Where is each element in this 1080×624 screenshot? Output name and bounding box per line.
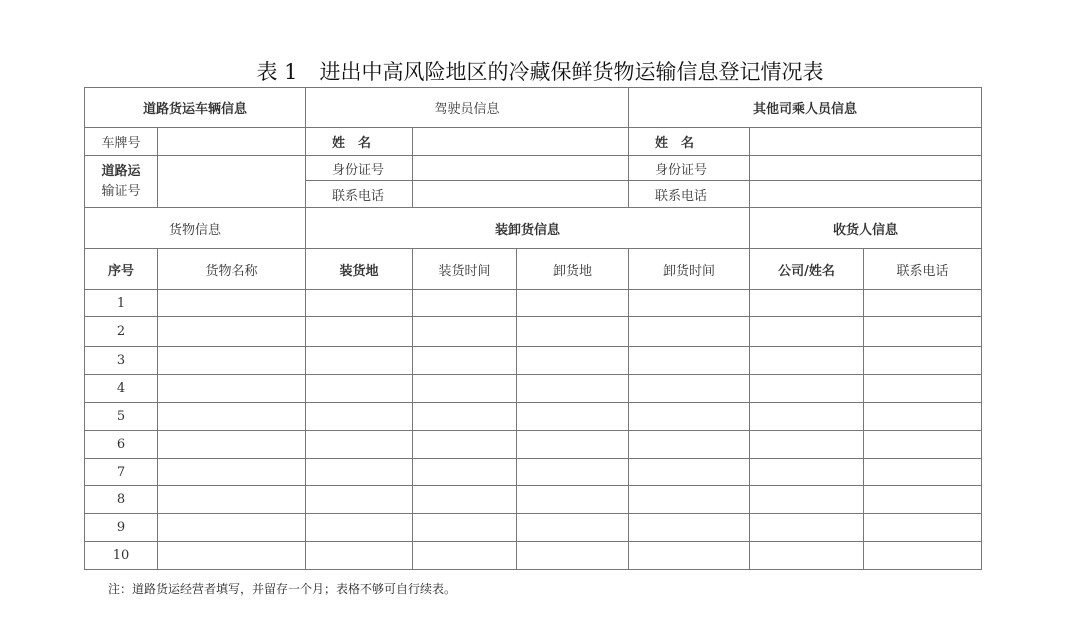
entry-cell[interactable] bbox=[517, 403, 629, 431]
col-header-company-name: 公司/姓名 bbox=[750, 249, 864, 290]
row-number: 10 bbox=[85, 542, 158, 570]
entry-cell[interactable] bbox=[629, 317, 750, 347]
entry-cell[interactable] bbox=[864, 542, 982, 570]
entry-cell[interactable] bbox=[413, 317, 517, 347]
entry-cell[interactable] bbox=[517, 375, 629, 403]
entry-cell[interactable] bbox=[750, 431, 864, 459]
entry-cell[interactable] bbox=[750, 403, 864, 431]
crew-id-label: 身份证号 bbox=[629, 156, 750, 181]
entry-cell[interactable] bbox=[413, 347, 517, 375]
entry-cell[interactable] bbox=[306, 317, 413, 347]
data-rows bbox=[85, 290, 982, 570]
driver-id-label: 身份证号 bbox=[306, 156, 413, 181]
entry-cell[interactable] bbox=[158, 459, 306, 486]
entry-cell[interactable] bbox=[750, 375, 864, 403]
transport-permit-label-line1: 道路运 bbox=[101, 163, 141, 179]
table-row bbox=[85, 431, 982, 459]
transport-permit-label bbox=[85, 156, 158, 208]
col-header-unloading-time: 卸货时间 bbox=[629, 249, 750, 290]
row-number: 6 bbox=[85, 431, 158, 459]
row-number: 3 bbox=[85, 347, 158, 375]
entry-cell[interactable] bbox=[864, 486, 982, 514]
entry-cell[interactable] bbox=[517, 459, 629, 486]
plate-number-field[interactable] bbox=[158, 128, 306, 156]
col-header-cargo-name: 货物名称 bbox=[158, 249, 306, 290]
entry-cell[interactable] bbox=[158, 542, 306, 570]
entry-cell[interactable] bbox=[629, 542, 750, 570]
entry-cell[interactable] bbox=[517, 514, 629, 542]
registration-table bbox=[84, 87, 982, 570]
entry-cell[interactable] bbox=[413, 514, 517, 542]
col-header-loading-time: 装货时间 bbox=[413, 249, 517, 290]
row-number: 5 bbox=[85, 403, 158, 431]
entry-cell[interactable] bbox=[629, 431, 750, 459]
driver-phone-label: 联系电话 bbox=[306, 181, 413, 208]
row-number: 1 bbox=[85, 290, 158, 317]
entry-cell[interactable] bbox=[158, 514, 306, 542]
col-header-unloading-place: 卸货地 bbox=[517, 249, 629, 290]
entry-cell[interactable] bbox=[158, 290, 306, 317]
entry-cell[interactable] bbox=[158, 317, 306, 347]
table-row bbox=[85, 403, 982, 431]
entry-cell[interactable] bbox=[629, 347, 750, 375]
col-header-loading-place: 装货地 bbox=[306, 249, 413, 290]
entry-cell[interactable] bbox=[158, 486, 306, 514]
table-row bbox=[85, 317, 982, 347]
entry-cell[interactable] bbox=[517, 347, 629, 375]
entry-cell[interactable] bbox=[629, 290, 750, 317]
entry-cell[interactable] bbox=[158, 375, 306, 403]
entry-cell[interactable] bbox=[864, 514, 982, 542]
entry-cell[interactable] bbox=[750, 459, 864, 486]
row-number: 2 bbox=[85, 317, 158, 347]
col-header-index: 序号 bbox=[85, 249, 158, 290]
form-title bbox=[0, 56, 1080, 86]
entry-cell[interactable] bbox=[750, 486, 864, 514]
entry-cell[interactable] bbox=[517, 486, 629, 514]
table-row bbox=[85, 375, 982, 403]
entry-cell[interactable] bbox=[306, 514, 413, 542]
load-unload-info-header: 装卸货信息 bbox=[306, 208, 750, 249]
crew-phone-label: 联系电话 bbox=[629, 181, 750, 208]
row-number: 9 bbox=[85, 514, 158, 542]
entry-cell[interactable] bbox=[306, 486, 413, 514]
row-number: 4 bbox=[85, 375, 158, 403]
entry-cell[interactable] bbox=[517, 431, 629, 459]
plate-number-label: 车牌号 bbox=[85, 128, 158, 156]
entry-cell[interactable] bbox=[306, 290, 413, 317]
driver-info-header: 驾驶员信息 bbox=[306, 88, 629, 128]
vehicle-info-header: 道路货运车辆信息 bbox=[85, 88, 306, 128]
entry-cell[interactable] bbox=[306, 431, 413, 459]
table-title: 进出中高风险地区的冷藏保鲜货物运输信息登记情况表 bbox=[319, 60, 824, 84]
entry-cell[interactable] bbox=[750, 290, 864, 317]
entry-cell[interactable] bbox=[629, 375, 750, 403]
crew-name-label: 姓 名 bbox=[629, 128, 750, 156]
entry-cell[interactable] bbox=[158, 403, 306, 431]
crew-id-field[interactable] bbox=[750, 156, 982, 181]
transport-permit-field[interactable] bbox=[158, 156, 306, 208]
entry-cell[interactable] bbox=[517, 542, 629, 570]
crew-name-field[interactable] bbox=[750, 128, 982, 156]
entry-cell[interactable] bbox=[864, 403, 982, 431]
entry-cell[interactable] bbox=[413, 486, 517, 514]
cargo-info-header: 货物信息 bbox=[85, 208, 306, 249]
entry-cell[interactable] bbox=[306, 459, 413, 486]
entry-cell[interactable] bbox=[629, 486, 750, 514]
entry-cell[interactable] bbox=[864, 347, 982, 375]
crew-phone-field[interactable] bbox=[750, 181, 982, 208]
entry-cell[interactable] bbox=[629, 459, 750, 486]
entry-cell[interactable] bbox=[629, 403, 750, 431]
entry-cell[interactable] bbox=[864, 317, 982, 347]
entry-cell[interactable] bbox=[750, 317, 864, 347]
entry-cell[interactable] bbox=[158, 347, 306, 375]
other-crew-info-header: 其他司乘人员信息 bbox=[629, 88, 982, 128]
entry-cell[interactable] bbox=[158, 431, 306, 459]
driver-name-label: 姓 名 bbox=[306, 128, 413, 156]
entry-cell[interactable] bbox=[306, 403, 413, 431]
entry-cell[interactable] bbox=[413, 375, 517, 403]
table-row bbox=[85, 290, 982, 317]
entry-cell[interactable] bbox=[864, 375, 982, 403]
row-number: 8 bbox=[85, 486, 158, 514]
entry-cell[interactable] bbox=[306, 347, 413, 375]
entry-cell[interactable] bbox=[413, 542, 517, 570]
table-row bbox=[85, 514, 982, 542]
consignee-info-header: 收货人信息 bbox=[750, 208, 982, 249]
col-header-contact-phone: 联系电话 bbox=[864, 249, 982, 290]
entry-cell[interactable] bbox=[750, 347, 864, 375]
table-row bbox=[85, 347, 982, 375]
entry-cell[interactable] bbox=[413, 290, 517, 317]
entry-cell[interactable] bbox=[306, 375, 413, 403]
table-number: 表 1 bbox=[256, 60, 298, 84]
driver-id-field[interactable] bbox=[413, 156, 629, 181]
entry-cell[interactable] bbox=[629, 514, 750, 542]
transport-permit-label-line2: 输证号 bbox=[101, 183, 141, 199]
entry-cell[interactable] bbox=[517, 290, 629, 317]
entry-cell[interactable] bbox=[864, 431, 982, 459]
entry-cell[interactable] bbox=[413, 459, 517, 486]
entry-cell[interactable] bbox=[750, 542, 864, 570]
footnote: 注：道路货运经营者填写，并留存一个月；表格不够可自行续表。 bbox=[108, 582, 457, 596]
entry-cell[interactable] bbox=[413, 431, 517, 459]
entry-cell[interactable] bbox=[517, 317, 629, 347]
row-number: 7 bbox=[85, 459, 158, 486]
driver-phone-field[interactable] bbox=[413, 181, 629, 208]
entry-cell[interactable] bbox=[864, 459, 982, 486]
entry-cell[interactable] bbox=[306, 542, 413, 570]
table-row bbox=[85, 459, 982, 486]
table-row bbox=[85, 486, 982, 514]
entry-cell[interactable] bbox=[864, 290, 982, 317]
entry-cell[interactable] bbox=[413, 403, 517, 431]
driver-name-field[interactable] bbox=[413, 128, 629, 156]
table-row bbox=[85, 542, 982, 570]
entry-cell[interactable] bbox=[750, 514, 864, 542]
